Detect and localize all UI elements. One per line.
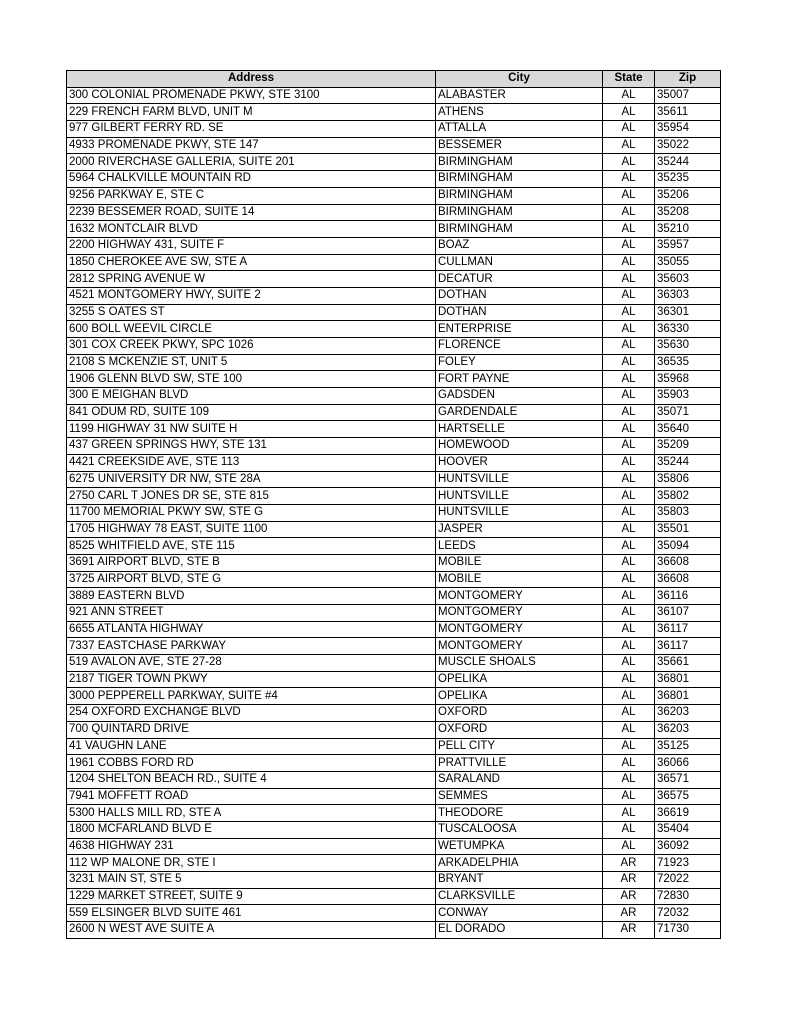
cell-address: 2600 N WEST AVE SUITE A: [67, 922, 436, 939]
cell-address: 254 OXFORD EXCHANGE BLVD: [67, 705, 436, 722]
cell-state: AL: [603, 137, 655, 154]
cell-city: SARALAND: [436, 771, 603, 788]
cell-state: AL: [603, 254, 655, 271]
cell-state: AL: [603, 204, 655, 221]
cell-address: 1229 MARKET STREET, SUITE 9: [67, 888, 436, 905]
table-row: [67, 688, 721, 705]
cell-zip: 35208: [655, 204, 721, 221]
address-table: [66, 70, 721, 939]
cell-state: AL: [603, 421, 655, 438]
table-row: [67, 304, 721, 321]
cell-city: BIRMINGHAM: [436, 154, 603, 171]
cell-city: CONWAY: [436, 905, 603, 922]
table-row: [67, 905, 721, 922]
cell-address: 11700 MEMORIAL PKWY SW, STE G: [67, 504, 436, 521]
cell-zip: 36117: [655, 621, 721, 638]
cell-address: 4638 HIGHWAY 231: [67, 838, 436, 855]
cell-city: LEEDS: [436, 538, 603, 555]
cell-address: 1800 MCFARLAND BLVD E: [67, 821, 436, 838]
cell-address: 1906 GLENN BLVD SW, STE 100: [67, 371, 436, 388]
cell-zip: 36116: [655, 588, 721, 605]
cell-state: AL: [603, 621, 655, 638]
cell-city: PRATTVILLE: [436, 755, 603, 772]
cell-address: 4421 CREEKSIDE AVE, STE 113: [67, 454, 436, 471]
cell-city: PELL CITY: [436, 738, 603, 755]
cell-state: AL: [603, 821, 655, 838]
table-row: [67, 655, 721, 672]
cell-state: AL: [603, 521, 655, 538]
cell-zip: 35210: [655, 221, 721, 238]
cell-state: AL: [603, 354, 655, 371]
cell-zip: 35957: [655, 237, 721, 254]
cell-address: 841 ODUM RD, SUITE 109: [67, 404, 436, 421]
cell-city: WETUMPKA: [436, 838, 603, 855]
cell-state: AL: [603, 538, 655, 555]
cell-city: MOBILE: [436, 554, 603, 571]
table-row: [67, 237, 721, 254]
table-row: [67, 855, 721, 872]
table-row: [67, 504, 721, 521]
table-row: [67, 388, 721, 405]
cell-city: FOLEY: [436, 354, 603, 371]
cell-address: 112 WP MALONE DR, STE I: [67, 855, 436, 872]
cell-address: 437 GREEN SPRINGS HWY, STE 131: [67, 438, 436, 455]
cell-address: 9256 PARKWAY E, STE C: [67, 187, 436, 204]
cell-city: ATTALLA: [436, 121, 603, 138]
cell-city: OPELIKA: [436, 671, 603, 688]
cell-zip: 35071: [655, 404, 721, 421]
cell-city: DOTHAN: [436, 304, 603, 321]
cell-state: AL: [603, 104, 655, 121]
cell-city: EL DORADO: [436, 922, 603, 939]
cell-state: AL: [603, 554, 655, 571]
cell-zip: 72032: [655, 905, 721, 922]
cell-zip: 36117: [655, 638, 721, 655]
table-row: [67, 621, 721, 638]
cell-state: AR: [603, 872, 655, 889]
table-row: [67, 171, 721, 188]
table-row: [67, 321, 721, 338]
cell-state: AL: [603, 471, 655, 488]
cell-zip: 71923: [655, 855, 721, 872]
cell-zip: 35055: [655, 254, 721, 271]
cell-city: MONTGOMERY: [436, 638, 603, 655]
cell-city: BESSEMER: [436, 137, 603, 154]
cell-zip: 35968: [655, 371, 721, 388]
column-header-address: Address: [67, 71, 436, 88]
cell-city: DECATUR: [436, 271, 603, 288]
cell-address: 1961 COBBS FORD RD: [67, 755, 436, 772]
cell-zip: 36801: [655, 671, 721, 688]
cell-zip: 36301: [655, 304, 721, 321]
cell-zip: 35954: [655, 121, 721, 138]
cell-zip: 36608: [655, 571, 721, 588]
table-row: [67, 821, 721, 838]
table-row: [67, 187, 721, 204]
cell-city: BIRMINGHAM: [436, 171, 603, 188]
cell-zip: 35022: [655, 137, 721, 154]
cell-address: 2000 RIVERCHASE GALLERIA, SUITE 201: [67, 154, 436, 171]
cell-address: 7337 EASTCHASE PARKWAY: [67, 638, 436, 655]
cell-zip: 35094: [655, 538, 721, 555]
cell-city: JASPER: [436, 521, 603, 538]
table-row: [67, 404, 721, 421]
table-row: [67, 488, 721, 505]
cell-address: 4933 PROMENADE PKWY, STE 147: [67, 137, 436, 154]
cell-city: BIRMINGHAM: [436, 204, 603, 221]
table-row: [67, 605, 721, 622]
cell-city: MUSCLE SHOALS: [436, 655, 603, 672]
table-row: [67, 538, 721, 555]
cell-city: MONTGOMERY: [436, 588, 603, 605]
cell-address: 559 ELSINGER BLVD SUITE 461: [67, 905, 436, 922]
cell-address: 6655 ATLANTA HIGHWAY: [67, 621, 436, 638]
cell-zip: 71730: [655, 922, 721, 939]
cell-state: AL: [603, 605, 655, 622]
cell-state: AR: [603, 855, 655, 872]
cell-city: GADSDEN: [436, 388, 603, 405]
cell-zip: 72830: [655, 888, 721, 905]
cell-city: CLARKSVILLE: [436, 888, 603, 905]
cell-state: AL: [603, 438, 655, 455]
cell-address: 2108 S MCKENZIE ST, UNIT 5: [67, 354, 436, 371]
cell-address: 1199 HIGHWAY 31 NW SUITE H: [67, 421, 436, 438]
column-header-zip: Zip: [655, 71, 721, 88]
cell-address: 4521 MONTGOMERY HWY, SUITE 2: [67, 287, 436, 304]
cell-zip: 36203: [655, 721, 721, 738]
cell-address: 600 BOLL WEEVIL CIRCLE: [67, 321, 436, 338]
cell-zip: 35903: [655, 388, 721, 405]
cell-state: AL: [603, 688, 655, 705]
cell-address: 921 ANN STREET: [67, 605, 436, 622]
cell-address: 2187 TIGER TOWN PKWY: [67, 671, 436, 688]
cell-state: AL: [603, 504, 655, 521]
cell-address: 300 COLONIAL PROMENADE PKWY, STE 3100: [67, 87, 436, 104]
table-body: [67, 87, 721, 938]
cell-city: GARDENDALE: [436, 404, 603, 421]
cell-city: BRYANT: [436, 872, 603, 889]
cell-address: 2200 HIGHWAY 431, SUITE F: [67, 237, 436, 254]
cell-zip: 36619: [655, 805, 721, 822]
cell-address: 3889 EASTERN BLVD: [67, 588, 436, 605]
cell-address: 6275 UNIVERSITY DR NW, STE 28A: [67, 471, 436, 488]
header-row: [67, 71, 721, 88]
cell-zip: 35803: [655, 504, 721, 521]
table-row: [67, 588, 721, 605]
cell-address: 1204 SHELTON BEACH RD., SUITE 4: [67, 771, 436, 788]
cell-zip: 35603: [655, 271, 721, 288]
table-row: [67, 554, 721, 571]
cell-address: 8525 WHITFIELD AVE, STE 115: [67, 538, 436, 555]
cell-state: AL: [603, 304, 655, 321]
cell-zip: 36203: [655, 705, 721, 722]
cell-zip: 36066: [655, 755, 721, 772]
cell-zip: 35640: [655, 421, 721, 438]
cell-zip: 35611: [655, 104, 721, 121]
table-row: [67, 872, 721, 889]
cell-state: AL: [603, 338, 655, 355]
cell-city: FLORENCE: [436, 338, 603, 355]
cell-address: 700 QUINTARD DRIVE: [67, 721, 436, 738]
cell-city: SEMMES: [436, 788, 603, 805]
cell-zip: 36330: [655, 321, 721, 338]
table-row: [67, 755, 721, 772]
table-row: [67, 638, 721, 655]
cell-address: 41 VAUGHN LANE: [67, 738, 436, 755]
cell-state: AL: [603, 705, 655, 722]
cell-city: MOBILE: [436, 571, 603, 588]
cell-state: AL: [603, 655, 655, 672]
cell-zip: 35630: [655, 338, 721, 355]
cell-city: THEODORE: [436, 805, 603, 822]
cell-city: HOOVER: [436, 454, 603, 471]
cell-city: ALABASTER: [436, 87, 603, 104]
table-row: [67, 154, 721, 171]
table-row: [67, 788, 721, 805]
cell-city: FORT PAYNE: [436, 371, 603, 388]
cell-zip: 35007: [655, 87, 721, 104]
cell-state: AL: [603, 755, 655, 772]
cell-zip: 35235: [655, 171, 721, 188]
cell-state: AL: [603, 721, 655, 738]
table-row: [67, 738, 721, 755]
table-row: [67, 521, 721, 538]
cell-city: BIRMINGHAM: [436, 187, 603, 204]
cell-state: AL: [603, 838, 655, 855]
cell-zip: 36092: [655, 838, 721, 855]
table-row: [67, 204, 721, 221]
cell-city: ARKADELPHIA: [436, 855, 603, 872]
cell-zip: 35806: [655, 471, 721, 488]
cell-state: AL: [603, 454, 655, 471]
cell-address: 5300 HALLS MILL RD, STE A: [67, 805, 436, 822]
cell-zip: 35501: [655, 521, 721, 538]
cell-zip: 72022: [655, 872, 721, 889]
cell-address: 5964 CHALKVILLE MOUNTAIN RD: [67, 171, 436, 188]
table-row: [67, 438, 721, 455]
cell-zip: 35125: [655, 738, 721, 755]
cell-state: AL: [603, 788, 655, 805]
cell-state: AL: [603, 171, 655, 188]
cell-city: BIRMINGHAM: [436, 221, 603, 238]
cell-zip: 35661: [655, 655, 721, 672]
table-row: [67, 121, 721, 138]
cell-zip: 35244: [655, 454, 721, 471]
cell-city: CULLMAN: [436, 254, 603, 271]
cell-city: HUNTSVILLE: [436, 504, 603, 521]
table-row: [67, 338, 721, 355]
cell-state: AL: [603, 237, 655, 254]
table-row: [67, 922, 721, 939]
cell-address: 519 AVALON AVE, STE 27-28: [67, 655, 436, 672]
cell-city: BOAZ: [436, 237, 603, 254]
table-header: [67, 71, 721, 88]
table-row: [67, 671, 721, 688]
cell-state: AL: [603, 671, 655, 688]
table-row: [67, 705, 721, 722]
cell-city: OXFORD: [436, 721, 603, 738]
cell-state: AL: [603, 638, 655, 655]
cell-zip: 35209: [655, 438, 721, 455]
table-row: [67, 137, 721, 154]
cell-state: AR: [603, 922, 655, 939]
cell-state: AL: [603, 321, 655, 338]
cell-zip: 36303: [655, 287, 721, 304]
cell-state: AR: [603, 905, 655, 922]
table-row: [67, 87, 721, 104]
cell-city: ATHENS: [436, 104, 603, 121]
cell-address: 229 FRENCH FARM BLVD, UNIT M: [67, 104, 436, 121]
cell-zip: 35404: [655, 821, 721, 838]
cell-address: 300 E MEIGHAN BLVD: [67, 388, 436, 405]
cell-state: AL: [603, 571, 655, 588]
cell-zip: 35802: [655, 488, 721, 505]
cell-address: 1632 MONTCLAIR BLVD: [67, 221, 436, 238]
table-row: [67, 888, 721, 905]
cell-state: AL: [603, 271, 655, 288]
cell-city: OXFORD: [436, 705, 603, 722]
table-row: [67, 838, 721, 855]
cell-city: DOTHAN: [436, 287, 603, 304]
cell-address: 1705 HIGHWAY 78 EAST, SUITE 1100: [67, 521, 436, 538]
cell-address: 2750 CARL T JONES DR SE, STE 815: [67, 488, 436, 505]
cell-state: AL: [603, 121, 655, 138]
cell-state: AL: [603, 187, 655, 204]
table-row: [67, 771, 721, 788]
table-row: [67, 271, 721, 288]
cell-address: 301 COX CREEK PKWY, SPC 1026: [67, 338, 436, 355]
table-row: [67, 287, 721, 304]
cell-zip: 36535: [655, 354, 721, 371]
cell-city: MONTGOMERY: [436, 605, 603, 622]
table-row: [67, 721, 721, 738]
table-row: [67, 254, 721, 271]
cell-city: ENTERPRISE: [436, 321, 603, 338]
cell-address: 2812 SPRING AVENUE W: [67, 271, 436, 288]
table-row: [67, 471, 721, 488]
cell-state: AL: [603, 87, 655, 104]
table-row: [67, 805, 721, 822]
cell-address: 7941 MOFFETT ROAD: [67, 788, 436, 805]
column-header-city: City: [436, 71, 603, 88]
cell-zip: 36608: [655, 554, 721, 571]
cell-address: 977 GILBERT FERRY RD. SE: [67, 121, 436, 138]
cell-state: AL: [603, 404, 655, 421]
cell-city: HUNTSVILLE: [436, 471, 603, 488]
table-row: [67, 354, 721, 371]
cell-zip: 35206: [655, 187, 721, 204]
cell-zip: 36571: [655, 771, 721, 788]
table-row: [67, 221, 721, 238]
cell-state: AL: [603, 805, 655, 822]
cell-state: AL: [603, 388, 655, 405]
cell-state: AL: [603, 154, 655, 171]
cell-address: 3691 AIRPORT BLVD, STE B: [67, 554, 436, 571]
cell-city: OPELIKA: [436, 688, 603, 705]
table-row: [67, 104, 721, 121]
cell-zip: 35244: [655, 154, 721, 171]
cell-address: 3000 PEPPERELL PARKWAY, SUITE #4: [67, 688, 436, 705]
cell-city: HOMEWOOD: [436, 438, 603, 455]
cell-zip: 36107: [655, 605, 721, 622]
cell-state: AL: [603, 221, 655, 238]
cell-city: TUSCALOOSA: [436, 821, 603, 838]
cell-city: HARTSELLE: [436, 421, 603, 438]
cell-state: AL: [603, 771, 655, 788]
cell-address: 2239 BESSEMER ROAD, SUITE 14: [67, 204, 436, 221]
column-header-state: State: [603, 71, 655, 88]
cell-state: AL: [603, 588, 655, 605]
cell-address: 3725 AIRPORT BLVD, STE G: [67, 571, 436, 588]
table-row: [67, 571, 721, 588]
cell-zip: 36575: [655, 788, 721, 805]
cell-state: AL: [603, 738, 655, 755]
cell-address: 3255 S OATES ST: [67, 304, 436, 321]
cell-zip: 36801: [655, 688, 721, 705]
table-row: [67, 454, 721, 471]
cell-state: AL: [603, 371, 655, 388]
cell-address: 1850 CHEROKEE AVE SW, STE A: [67, 254, 436, 271]
table-row: [67, 371, 721, 388]
cell-state: AR: [603, 888, 655, 905]
cell-city: MONTGOMERY: [436, 621, 603, 638]
cell-state: AL: [603, 488, 655, 505]
table-row: [67, 421, 721, 438]
cell-city: HUNTSVILLE: [436, 488, 603, 505]
cell-state: AL: [603, 287, 655, 304]
cell-address: 3231 MAIN ST, STE 5: [67, 872, 436, 889]
